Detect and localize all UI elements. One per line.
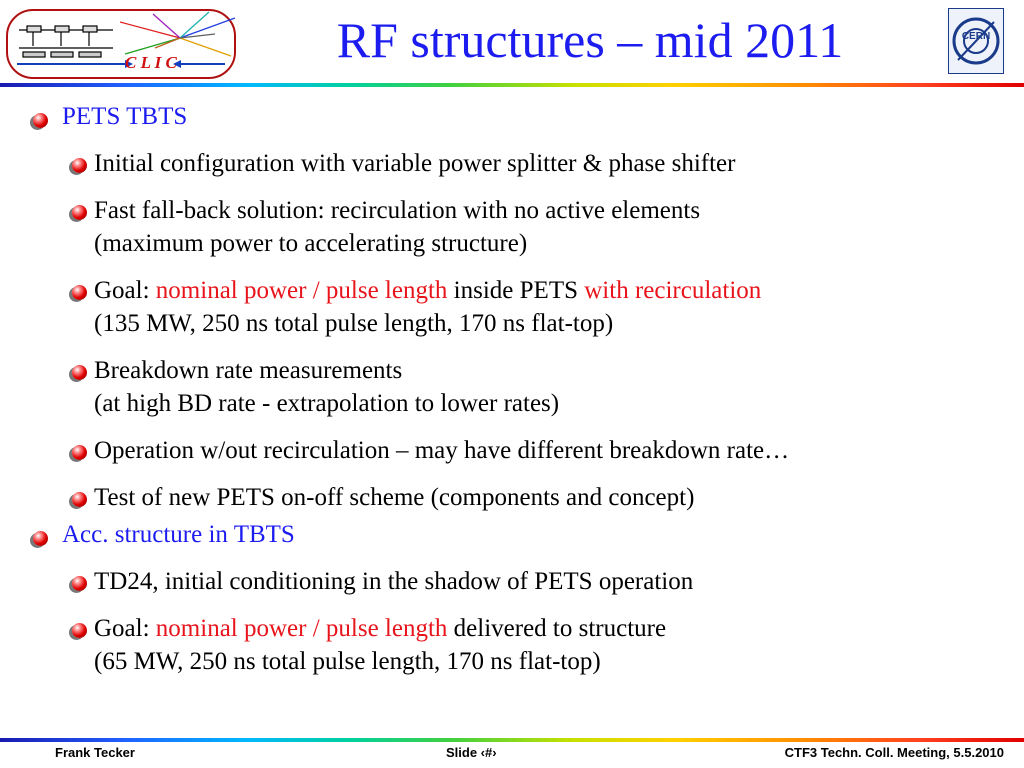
bullet-icon	[72, 365, 87, 380]
slide-content	[0, 96, 1024, 678]
bullet-text: PETS TBTS	[62, 103, 188, 130]
bullet-text-line1: Breakdown rate measurements	[94, 357, 403, 384]
bullet-icon	[72, 285, 87, 300]
bullet-text-line2: (maximum power to accelerating structure)	[94, 230, 528, 257]
bullet-text-prefix: Goal:	[94, 615, 156, 642]
bullet-test-new-pets	[0, 481, 1024, 514]
bullet-text: Acc. structure in TBTS	[62, 521, 295, 548]
bullet-operation-wout-recirculation	[0, 434, 1024, 467]
cern-logo	[948, 8, 1004, 74]
clic-logo	[5, 8, 237, 80]
bullet-text-line2: (65 MW, 250 ns total pulse length, 170 ns flat-top)	[94, 648, 601, 675]
bullet-icon	[33, 113, 48, 128]
bullet-pets-tbts	[0, 100, 1024, 133]
bullet-icon	[72, 623, 87, 638]
bullet-text: TD24, initial conditioning in the shadow of PETS operation	[94, 568, 694, 595]
bullet-icon	[72, 576, 87, 591]
bullet-text: Operation w/out recirculation – may have different breakdown rate…	[94, 437, 790, 464]
footer-slide-number: Slide ‹#›	[446, 745, 497, 760]
bullet-td24-conditioning	[0, 565, 1024, 598]
clic-logo-text: C L I C	[125, 53, 177, 72]
highlight-text: nominal power / pulse length	[155, 615, 448, 642]
bullet-text-middle: inside PETS	[447, 277, 585, 304]
cern-logo-text: CERN	[961, 31, 991, 42]
bullet-acc-structure	[0, 518, 1024, 551]
footer-author: Frank Tecker	[55, 745, 135, 760]
bullet-goal-structure	[0, 612, 1024, 678]
bullet-text-middle: delivered to structure	[447, 615, 667, 642]
bullet-fast-fall-back	[0, 194, 1024, 260]
bullet-text: Test of new PETS on-off scheme (components and concept)	[94, 484, 695, 511]
bullet-icon	[72, 205, 87, 220]
bullet-text: Initial configuration with variable power splitter & phase shifter	[94, 150, 736, 177]
bullet-icon	[72, 445, 87, 460]
footer-event: CTF3 Techn. Coll. Meeting, 5.5.2010	[784, 745, 1004, 760]
highlight-text: with recirculation	[584, 277, 762, 304]
bullet-goal-pets	[0, 274, 1024, 340]
bullet-text-line1: Fast fall-back solution: recirculation with no active elements	[94, 197, 701, 224]
bullet-initial-configuration	[0, 147, 1024, 180]
bullet-icon	[72, 492, 87, 507]
footer-rainbow-rule	[0, 738, 1024, 742]
bullet-text-prefix: Goal:	[94, 277, 156, 304]
bullet-icon	[72, 158, 87, 173]
bullet-icon	[33, 531, 48, 546]
header-rainbow-rule	[0, 83, 1024, 87]
bullet-text-line2: (135 MW, 250 ns total pulse length, 170 ns flat-top)	[94, 310, 614, 337]
slide-title: RF structures – mid 2011	[336, 12, 844, 68]
bullet-breakdown-rate	[0, 354, 1024, 420]
bullet-text-line2: (at high BD rate - extrapolation to lower rates)	[94, 390, 560, 417]
highlight-text: nominal power / pulse length	[155, 277, 448, 304]
